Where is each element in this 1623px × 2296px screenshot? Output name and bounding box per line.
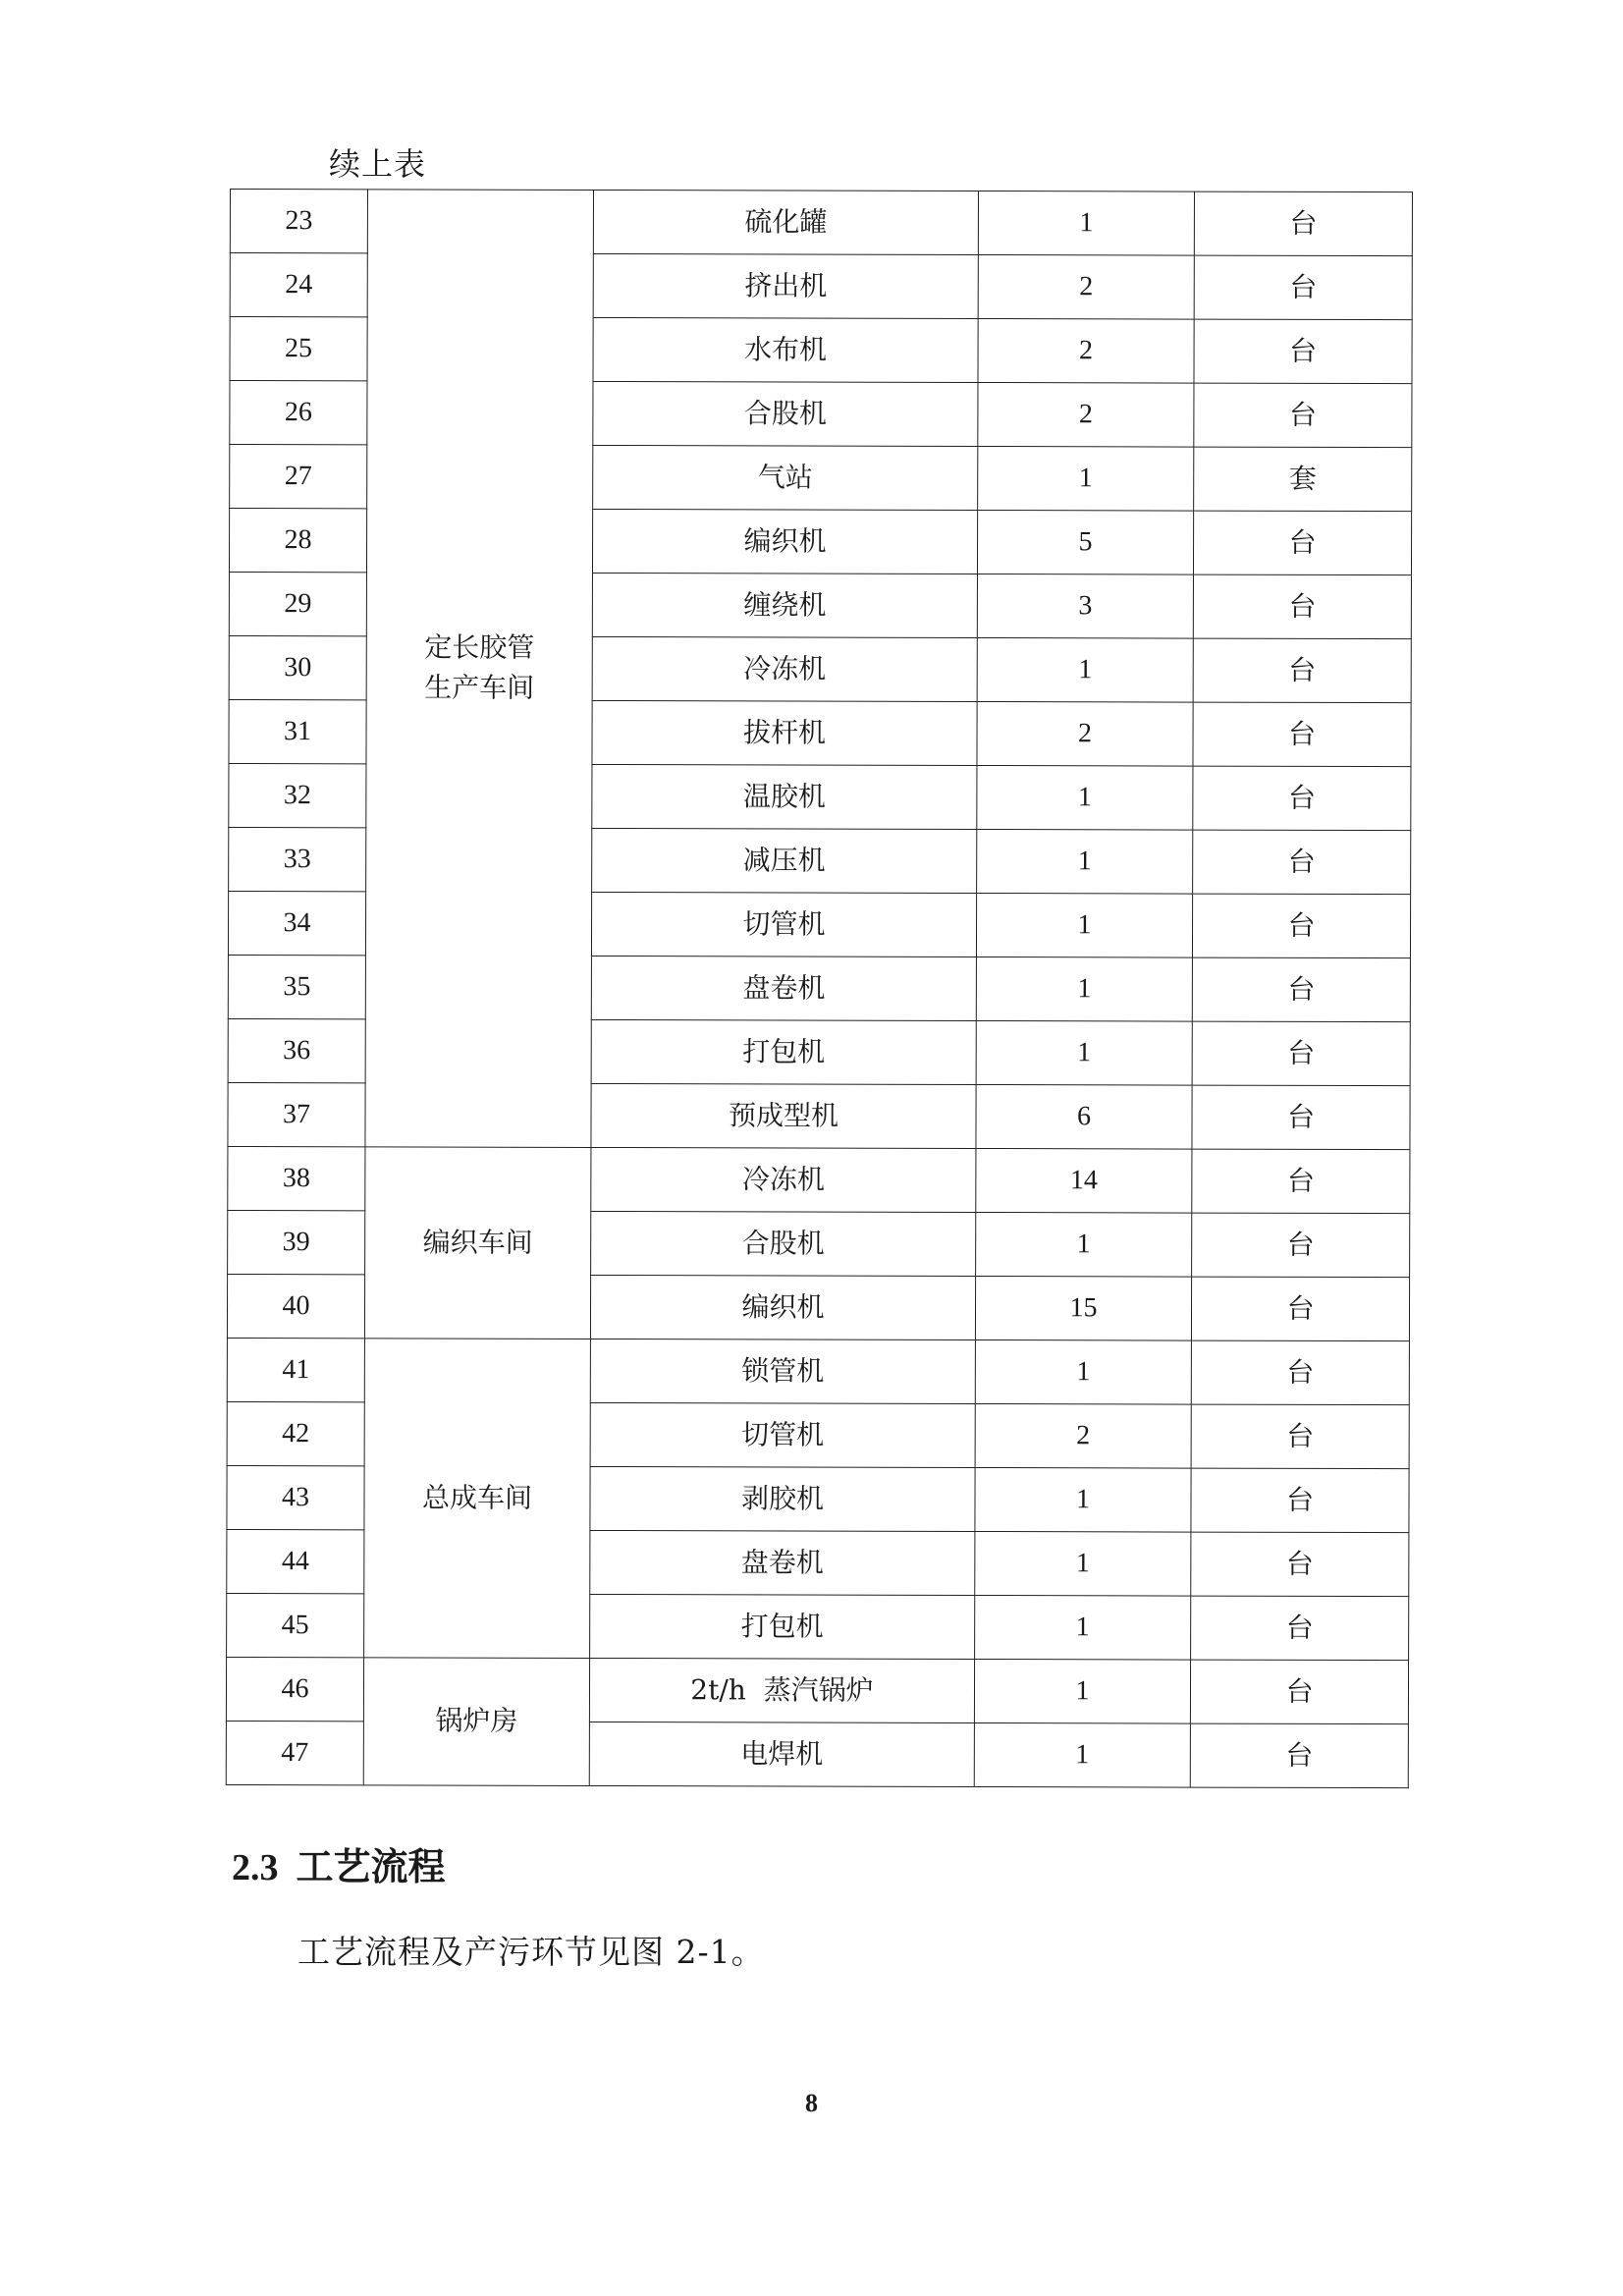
equipment-name-cell: 冷冻机 <box>591 1147 976 1212</box>
equipment-name-cell: 打包机 <box>590 1594 975 1659</box>
equipment-name-cell: 2t/h 蒸汽锅炉 <box>589 1658 974 1722</box>
equipment-name-cell: 气站 <box>593 445 978 510</box>
unit-cell: 台 <box>1191 1340 1409 1405</box>
row-number-cell: 42 <box>227 1401 364 1465</box>
equipment-name-cell: 冷冻机 <box>592 636 977 701</box>
quantity-cell: 6 <box>976 1084 1192 1149</box>
table-caption: 续上表 <box>329 145 427 183</box>
unit-cell: 台 <box>1192 1213 1410 1278</box>
row-number-cell: 39 <box>228 1210 365 1274</box>
quantity-cell: 1 <box>976 957 1192 1021</box>
page-number: 8 <box>805 2089 818 2117</box>
workshop-cell <box>364 1339 591 1659</box>
row-number-cell: 45 <box>227 1593 364 1657</box>
equipment-name-cell: 切管机 <box>590 1402 975 1467</box>
unit-cell: 台 <box>1190 1723 1408 1788</box>
unit-cell: 台 <box>1194 191 1412 256</box>
unit-cell: 台 <box>1193 830 1411 895</box>
row-number-cell: 27 <box>230 445 367 509</box>
unit-cell: 台 <box>1190 1660 1408 1724</box>
equipment-name-cell: 锁管机 <box>590 1339 975 1403</box>
row-number-cell: 24 <box>230 253 367 317</box>
unit-cell: 台 <box>1193 638 1411 703</box>
quantity-cell: 1 <box>978 191 1194 255</box>
quantity-cell: 1 <box>975 1595 1191 1660</box>
equipment-name-cell: 拔杆机 <box>592 700 977 765</box>
quantity-cell: 1 <box>975 1339 1191 1404</box>
quantity-cell: 1 <box>977 829 1193 894</box>
workshop-name-line1: 总成车间 <box>421 1481 533 1514</box>
row-number-cell: 43 <box>227 1465 364 1529</box>
equipment-table <box>226 189 1413 1788</box>
table-row <box>230 190 1412 256</box>
workshop-name-line1: 锅炉房 <box>435 1704 518 1737</box>
equipment-name-cell: 挤出机 <box>593 253 978 318</box>
equipment-name-cell: 编织机 <box>590 1275 975 1339</box>
row-number-cell: 23 <box>230 190 367 253</box>
unit-cell: 台 <box>1193 574 1411 639</box>
row-number-cell: 28 <box>229 509 366 573</box>
table-row <box>227 1338 1409 1404</box>
unit-cell: 台 <box>1193 511 1411 575</box>
row-number-cell: 44 <box>227 1529 364 1593</box>
quantity-cell: 1 <box>975 1531 1191 1596</box>
quantity-cell: 1 <box>976 1020 1192 1085</box>
unit-cell: 台 <box>1191 1468 1409 1533</box>
equipment-name-cell: 预成型机 <box>591 1083 976 1148</box>
row-number-cell: 46 <box>226 1657 363 1721</box>
row-number-cell: 35 <box>228 955 365 1018</box>
unit-cell: 台 <box>1193 766 1411 831</box>
quantity-cell: 1 <box>977 765 1193 830</box>
equipment-name-cell: 切管机 <box>591 892 976 957</box>
equipment-name-cell: 硫化罐 <box>593 190 978 254</box>
equipment-name-cell: 合股机 <box>591 1211 976 1276</box>
quantity-cell: 15 <box>975 1276 1191 1340</box>
unit-cell: 台 <box>1194 319 1412 384</box>
quantity-cell: 1 <box>978 446 1194 511</box>
equipment-name-cell: 减压机 <box>592 828 977 893</box>
equipment-name-cell: 水布机 <box>593 317 978 382</box>
row-number-cell: 26 <box>230 381 367 445</box>
quantity-cell: 3 <box>977 574 1193 638</box>
row-number-cell: 37 <box>228 1082 365 1146</box>
row-number-cell: 25 <box>230 317 367 381</box>
workshop-cell <box>363 1658 589 1786</box>
section-number: 2.3 <box>232 1847 279 1888</box>
unit-cell: 台 <box>1191 1277 1409 1341</box>
unit-cell: 台 <box>1194 383 1412 448</box>
equipment-name-cell: 电焊机 <box>589 1722 974 1786</box>
workshop-name-line1: 编织车间 <box>422 1226 533 1259</box>
unit-cell: 台 <box>1192 1085 1410 1150</box>
row-number-cell: 31 <box>229 699 366 763</box>
workshop-name-line2: 生产车间 <box>424 671 535 704</box>
workshop-name-line1: 定长胶管 <box>424 630 535 665</box>
quantity-cell: 2 <box>977 701 1193 766</box>
table-row <box>226 1657 1408 1723</box>
unit-cell: 台 <box>1192 957 1410 1022</box>
unit-cell: 台 <box>1191 1404 1409 1469</box>
quantity-cell: 1 <box>977 637 1193 702</box>
unit-cell: 台 <box>1191 1532 1409 1597</box>
workshop-cell <box>364 1147 591 1339</box>
row-number-cell: 38 <box>228 1146 365 1210</box>
row-number-cell: 40 <box>227 1274 364 1338</box>
row-number-cell: 29 <box>229 573 366 636</box>
unit-cell: 台 <box>1193 702 1411 767</box>
equipment-name-cell: 温胶机 <box>592 764 977 829</box>
quantity-cell: 14 <box>976 1148 1192 1213</box>
equipment-name-cell: 打包机 <box>591 1019 976 1084</box>
quantity-cell: 1 <box>974 1722 1190 1787</box>
row-number-cell: 32 <box>229 763 366 827</box>
table-row <box>228 1146 1410 1213</box>
equipment-name-cell: 合股机 <box>593 381 978 446</box>
row-number-cell: 47 <box>226 1721 363 1784</box>
quantity-cell: 2 <box>978 254 1194 319</box>
equipment-name-cell: 编织机 <box>592 509 977 574</box>
quantity-cell: 1 <box>975 1467 1191 1532</box>
unit-cell: 台 <box>1194 255 1412 320</box>
row-number-cell: 30 <box>229 635 366 699</box>
quantity-cell: 2 <box>978 318 1194 383</box>
workshop-cell <box>365 190 594 1148</box>
quantity-cell: 1 <box>974 1659 1190 1723</box>
row-number-cell: 41 <box>227 1338 364 1401</box>
equipment-name-cell: 盘卷机 <box>590 1530 975 1595</box>
quantity-cell: 1 <box>976 1212 1192 1277</box>
quantity-cell: 2 <box>975 1403 1191 1468</box>
quantity-cell: 2 <box>978 382 1194 447</box>
section-title: 工艺流程 <box>296 1844 446 1888</box>
unit-cell: 台 <box>1192 894 1410 958</box>
equipment-name-cell: 缠绕机 <box>592 573 977 637</box>
body-paragraph: 工艺流程及产污环节见图 2-1。 <box>298 1933 765 1971</box>
row-number-cell: 34 <box>228 891 365 955</box>
row-number-cell: 36 <box>228 1018 365 1082</box>
unit-cell: 台 <box>1192 1149 1410 1214</box>
equipment-name-cell: 剥胶机 <box>590 1466 975 1531</box>
unit-cell: 台 <box>1192 1021 1410 1086</box>
quantity-cell: 5 <box>977 510 1193 574</box>
equipment-name-cell: 盘卷机 <box>591 956 976 1020</box>
section-heading <box>232 1836 446 1890</box>
unit-cell: 台 <box>1191 1596 1409 1661</box>
row-number-cell: 33 <box>229 827 366 891</box>
quantity-cell: 1 <box>976 893 1192 957</box>
unit-cell: 套 <box>1194 447 1412 512</box>
